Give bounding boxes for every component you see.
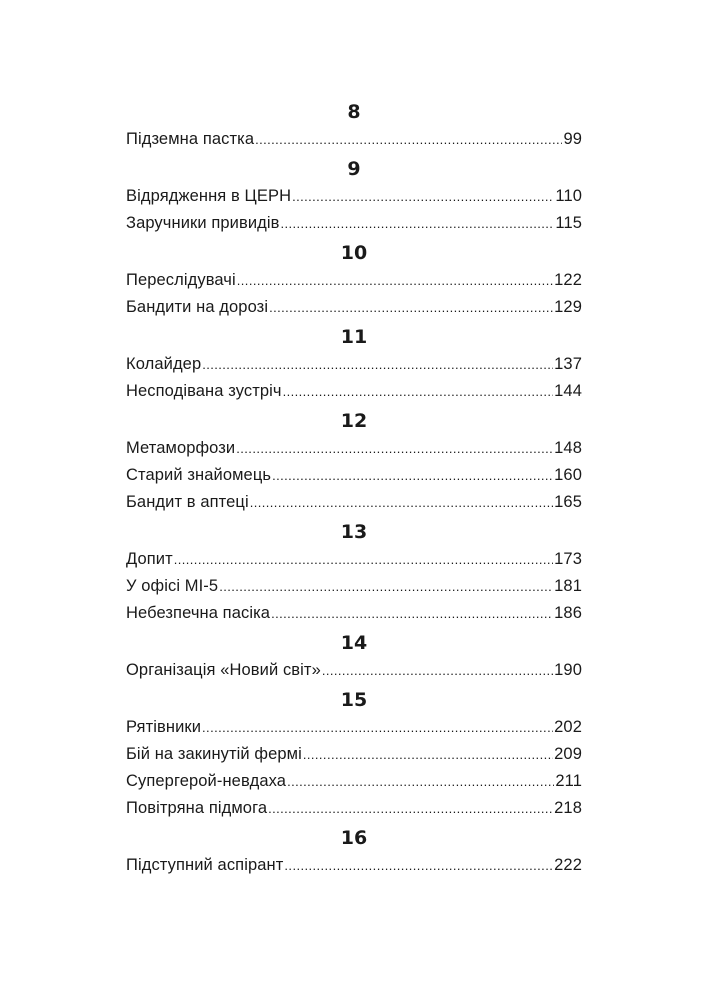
dot-leader — [268, 795, 553, 822]
dot-leader — [236, 435, 553, 462]
entry-page-number: 186 — [554, 604, 582, 622]
dot-leader — [292, 183, 554, 210]
entry-title: У офісі МІ-5 — [126, 577, 219, 595]
dot-leader — [284, 852, 553, 879]
chapter-9 — [126, 153, 582, 237]
entry-page-number: 209 — [554, 745, 582, 763]
dot-leader — [322, 657, 553, 684]
entry-title: Метаморфози — [126, 439, 236, 457]
toc-entry — [126, 378, 582, 405]
toc-entry — [126, 768, 582, 795]
entry-title: Небезпечна пасіка — [126, 604, 271, 622]
toc-entry — [126, 546, 582, 573]
dot-leader — [202, 714, 553, 741]
entry-title: Переслідувачі — [126, 271, 236, 289]
entry-page-number: 181 — [554, 577, 582, 595]
dot-leader — [237, 267, 553, 294]
toc-entry — [126, 210, 582, 237]
chapter-15 — [126, 684, 582, 822]
dot-leader — [272, 462, 553, 489]
entry-page-number: 137 — [554, 355, 582, 373]
chapter-number: 14 — [340, 632, 368, 654]
chapter-number: 10 — [340, 242, 368, 264]
entry-page-number: 148 — [554, 439, 582, 457]
entry-page-number: 144 — [554, 382, 582, 400]
chapter-number: 13 — [340, 521, 368, 543]
entry-title: Бандити на дорозі — [126, 298, 269, 316]
toc-entry — [126, 741, 582, 768]
chapter-16 — [126, 822, 582, 879]
entry-title: Підступний аспірант — [126, 856, 284, 874]
toc-entry — [126, 435, 582, 462]
entry-page-number: 222 — [554, 856, 582, 874]
entry-page-number: 211 — [555, 772, 582, 790]
dot-leader — [303, 741, 553, 768]
entry-page-number: 99 — [563, 130, 582, 148]
toc-entry — [126, 183, 582, 210]
toc-entry — [126, 294, 582, 321]
dot-leader — [250, 489, 553, 516]
chapter-13 — [126, 516, 582, 627]
dot-leader — [271, 600, 553, 627]
chapter-12 — [126, 405, 582, 516]
entry-page-number: 122 — [554, 271, 582, 289]
dot-leader — [269, 294, 553, 321]
chapter-number: 12 — [340, 410, 368, 432]
chapter-14 — [126, 627, 582, 684]
table-of-contents — [126, 96, 582, 879]
dot-leader — [283, 378, 554, 405]
dot-leader — [219, 573, 553, 600]
entry-page-number: 160 — [554, 466, 582, 484]
toc-entry — [126, 795, 582, 822]
chapter-number: 15 — [340, 689, 368, 711]
toc-entry — [126, 489, 582, 516]
entry-title: Бій на закинутій фермі — [126, 745, 302, 763]
chapter-8 — [126, 96, 582, 153]
dot-leader — [255, 126, 562, 153]
chapter-number: 8 — [347, 101, 361, 123]
dot-leader — [202, 351, 553, 378]
entry-title: Колайдер — [126, 355, 202, 373]
toc-entry — [126, 462, 582, 489]
toc-entry — [126, 267, 582, 294]
entry-page-number: 110 — [555, 187, 582, 205]
entry-page-number: 165 — [554, 493, 582, 511]
entry-page-number: 202 — [554, 718, 582, 736]
entry-title: Бандит в аптеці — [126, 493, 249, 511]
entry-title: Відрядження в ЦЕРН — [126, 187, 292, 205]
entry-title: Допит — [126, 550, 173, 568]
entry-title: Підземна пастка — [126, 130, 255, 148]
entry-title: Старий знайомець — [126, 466, 272, 484]
entry-title: Рятівники — [126, 718, 202, 736]
entry-title: Повітряна підмога — [126, 799, 268, 817]
toc-entry — [126, 657, 582, 684]
chapter-number: 16 — [340, 827, 368, 849]
entry-page-number: 173 — [554, 550, 582, 568]
dot-leader — [281, 210, 555, 237]
toc-entry — [126, 126, 582, 153]
chapter-number: 11 — [340, 326, 368, 348]
entry-title: Заручники привидів — [126, 214, 280, 232]
entry-page-number: 218 — [554, 799, 582, 817]
entry-page-number: 190 — [554, 661, 582, 679]
entry-title: Супергерой-невдаха — [126, 772, 287, 790]
chapter-number: 9 — [347, 158, 361, 180]
entry-title: Несподівана зустріч — [126, 382, 282, 400]
entry-title: Організація «Новий світ» — [126, 661, 321, 679]
toc-entry — [126, 714, 582, 741]
toc-entry — [126, 573, 582, 600]
chapter-11 — [126, 321, 582, 405]
dot-leader — [174, 546, 553, 573]
toc-entry — [126, 852, 582, 879]
entry-page-number: 129 — [554, 298, 582, 316]
toc-entry — [126, 600, 582, 627]
chapter-10 — [126, 237, 582, 321]
toc-entry — [126, 351, 582, 378]
entry-page-number: 115 — [555, 214, 582, 232]
dot-leader — [287, 768, 554, 795]
